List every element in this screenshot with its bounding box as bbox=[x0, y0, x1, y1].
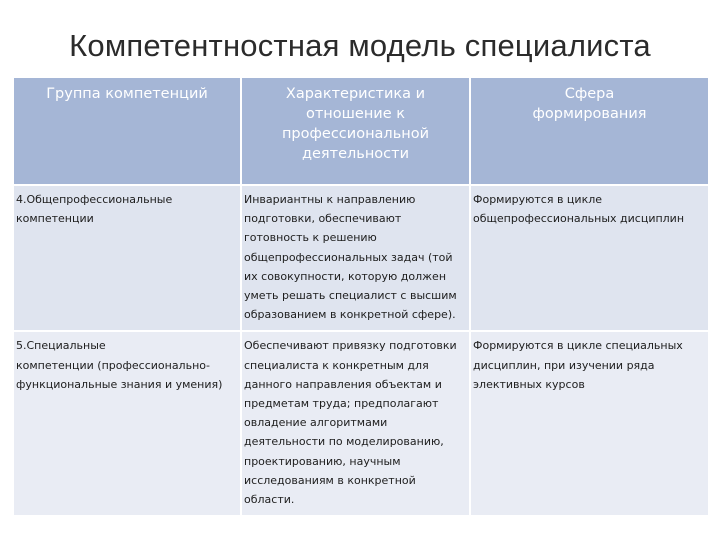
cell-characteristics: Инвариантны к направлению подготовки, обеспечивают готовность к решению общепрофессиональных задач (той их совокупности, которую должен уметь решать специалист с высшим образованием в конкретной сфере). bbox=[241, 185, 470, 331]
competence-table bbox=[14, 78, 708, 515]
table-row bbox=[14, 331, 708, 515]
cell-competence-group: 4.Общепрофессиональные компетенции bbox=[14, 185, 241, 331]
header-characteristics: Характеристика и отношение к профессиональной деятельности bbox=[241, 78, 470, 185]
header-competence-group: Группа компетенций bbox=[14, 78, 241, 185]
cell-formation-sphere: Формируются в цикле специальных дисциплин, при изучении ряда элективных курсов bbox=[470, 331, 708, 515]
header-formation-sphere: Сфера формирования bbox=[470, 78, 708, 185]
cell-formation-sphere: Формируются в цикле общепрофессиональных дисциплин bbox=[470, 185, 708, 331]
table-row bbox=[14, 185, 708, 331]
cell-competence-group: 5.Специальные компетенции (профессионально- функциональные знания и умения) bbox=[14, 331, 241, 515]
cell-characteristics: Обеспечивают привязку подготовки специалиста к конкретным для данного направления объектам и предметам труда; предполагают овладение алгоритмами деятельности по моделированию, проектированию, научным исследованиям в конкретной области. bbox=[241, 331, 470, 515]
slide-title: Компетентностная модель специалиста bbox=[69, 28, 651, 63]
table-header-row bbox=[14, 78, 708, 185]
